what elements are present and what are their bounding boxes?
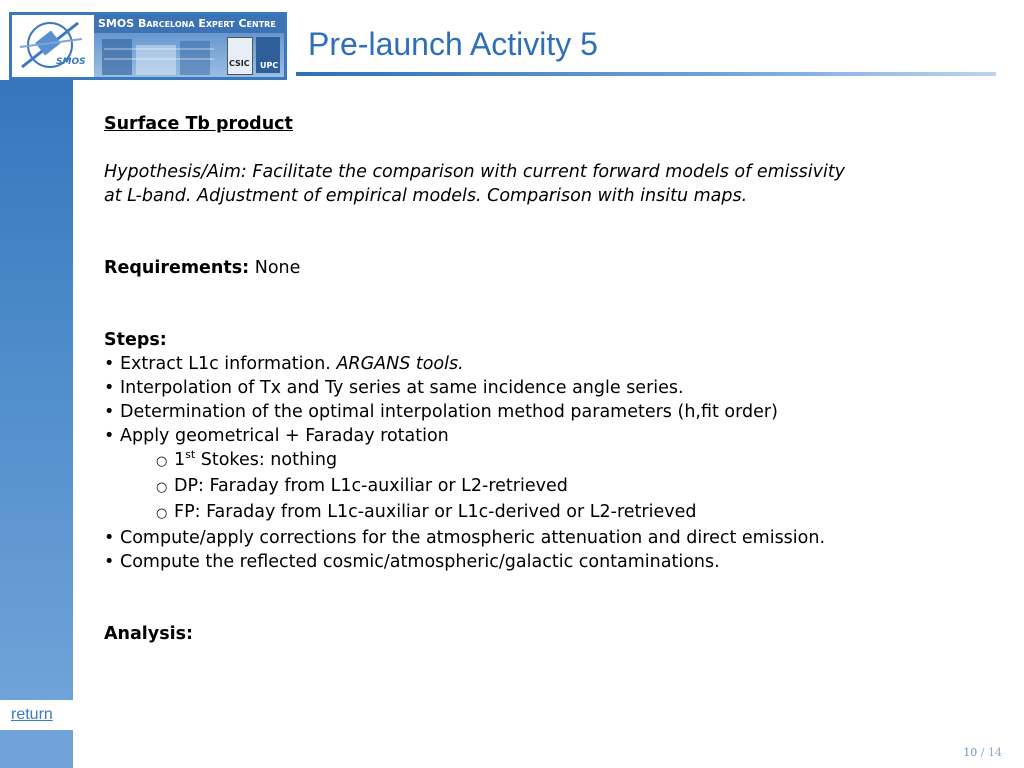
satellite-logo [12,15,94,77]
return-link[interactable]: return [11,706,53,723]
step-text: Compute/apply corrections for the atmospheric attenuation and direct emission. [120,528,826,548]
step-tool-name: ARGANS tools. [336,354,464,374]
bullet-icon: • [104,426,115,446]
satellite-icon [12,15,94,77]
sub-bullet-icon: ○ [156,506,168,521]
slide-content [104,112,984,646]
title-divider [296,72,996,76]
institution-banner [94,15,284,77]
sub-step-text: DP: Faraday from L1c-auxiliar or L2-retrieved [174,476,568,496]
bullet-icon: • [104,378,115,398]
hypothesis-line-1: Hypothesis/Aim: Facilitate the comparison with current forward models of emissivity [104,162,846,182]
logo-banner-text: SMOS Barcelona Expert Centre [94,15,284,33]
sub-bullet-icon: ○ [156,454,168,469]
page-current: 10 [963,746,978,759]
sidebar-footer-band [0,730,73,768]
step-text: Interpolation of Tx and Ty series at same incidence angle series. [120,378,684,398]
smos-logo [9,12,287,80]
requirements-value: None [249,258,301,278]
sub-step-item [104,500,984,526]
sub-step-text: Stokes: nothing [195,450,338,470]
bullet-icon: • [104,354,115,374]
step-item [104,352,984,376]
requirements-label: Requirements: [104,258,250,278]
step-item [104,400,984,424]
bullet-icon: • [104,528,115,548]
hypothesis-line-2: at L-band. Adjustment of empirical models. Comparison with insitu maps. [104,186,748,206]
sub-step-superscript: st [185,448,196,462]
page-title: Pre-launch Activity 5 [308,26,598,62]
page-total: 14 [988,746,1002,759]
step-text: Determination of the optimal interpolation method parameters (h,fit order) [120,402,778,422]
step-text: Extract L1c information. [120,354,337,374]
step-item [104,526,984,550]
section-heading: Surface Tb product [104,114,293,134]
step-item [104,550,984,574]
sub-step-prefix: 1 [174,450,186,470]
step-item [104,424,984,448]
steps-label: Steps: [104,330,167,350]
sub-step-text: FP: Faraday from L1c-auxiliar or L1c-derived or L2-retrieved [174,502,697,522]
sub-step-item [104,474,984,500]
smos-label: SMOS [56,57,86,67]
sidebar-band [0,0,73,700]
analysis-label: Analysis: [104,624,194,644]
bullet-icon: • [104,552,115,572]
step-text: Compute the reflected cosmic/atmospheric/galactic contaminations. [120,552,720,572]
step-text: Apply geometrical + Faraday rotation [120,426,449,446]
sub-step-item [104,448,984,474]
step-item [104,376,984,400]
page-number [963,746,1002,759]
sub-bullet-icon: ○ [156,480,168,495]
bullet-icon: • [104,402,115,422]
page-separator: / [977,746,988,759]
upc-label: UPC [260,61,279,70]
csic-label: CSIC [229,59,250,68]
csic-logo [227,37,253,75]
requirements-row [104,256,984,280]
